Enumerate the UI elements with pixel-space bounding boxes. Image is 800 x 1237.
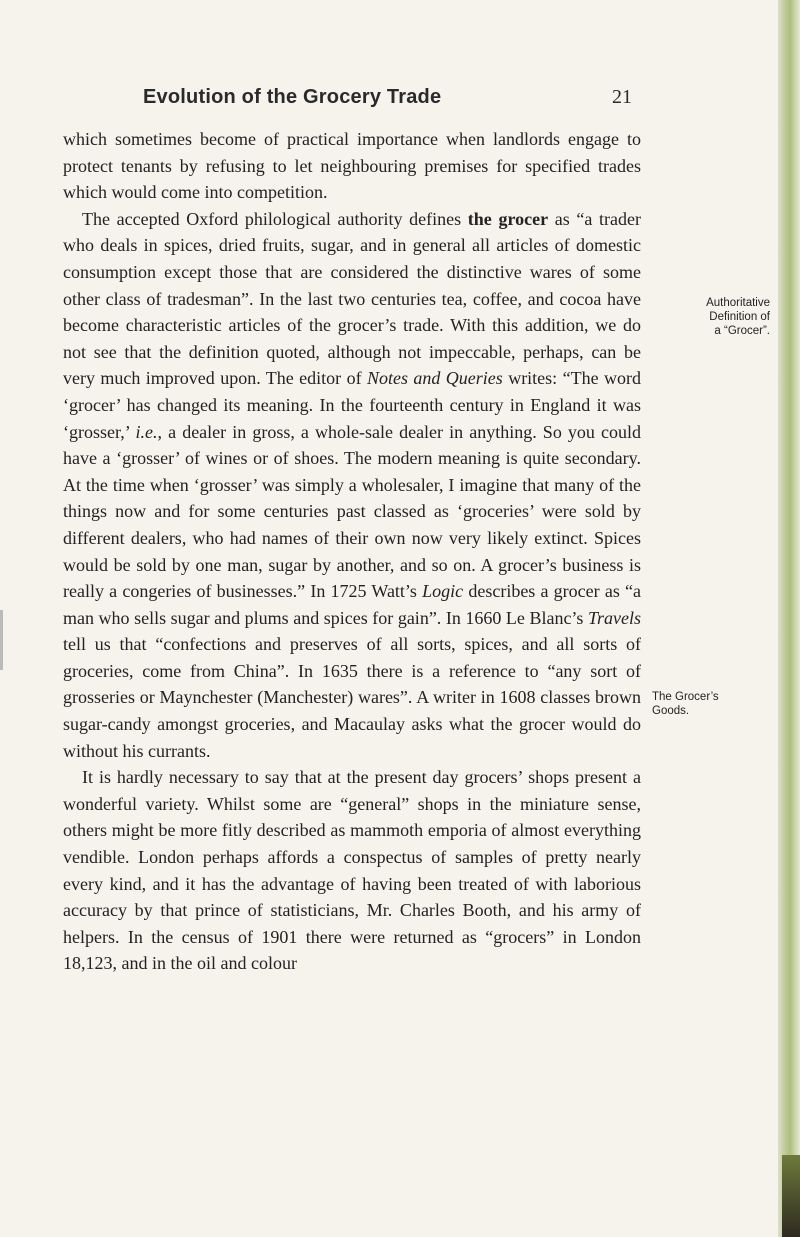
- sidenote-line: Definition of: [709, 311, 770, 323]
- latin-abbrev: i.e.: [135, 421, 158, 442]
- running-head-title: Evolution of the Grocery Trade: [143, 86, 442, 108]
- sidenote-grocers-goods: [652, 690, 772, 718]
- paragraph-3: It is hardly necessary to say that at the present day grocers’ shops present a wonderful variety. Whilst some are “general” shops in the miniature sense, others might be more fitly described as mammoth emporia of almost everything vendible. London perhaps affords a conspectus of samples of pretty nearly every kind, and it has the advantage of having been treated of with laborious accuracy by that prince of statisticians, Mr. Charles Booth, and his army of helpers. In the census of 1901 there were returned as “grocers” in London 18,123, and in the oil and colour: [63, 767, 641, 974]
- sidenote-line: Authoritative: [706, 297, 770, 309]
- page-edge-shadow: [782, 1155, 800, 1237]
- paragraph-2-text: , a dealer in gross, a whole-sale dealer in anything. So you could have a ‘grosser’ of wines or of shoes. The modern meaning is quite secondary. At the time when ‘grosser’ was simply a wholesaler, I imagine that many of the things now and for some centuries past classed as ‘groceries’ were sold by different dealers, who had names of their own now very likely extinct. Spices would be sold by one man, sugar by another, and so on. A grocer’s business is really a congeries of businesses.” In 1725 Watt’s: [63, 421, 641, 602]
- paragraph-2-text: tell us that “confections and preserves of all sorts, spices, and all sorts of groceries, come from China”. In 1635 there is a reference to “any sort of grosseries or Maynchester (Manchester) wares”. A writer in 1608 classes brown sugar-candy amongst groceries, and Macaulay asks what the grocer would do without his currants.: [63, 634, 641, 761]
- paragraph-2: [63, 206, 641, 764]
- paragraph-1: which sometimes become of practical importance when landlords engage to protect tenants by refusing to let neighbouring premises for specified trades which would come into competition.: [63, 129, 641, 203]
- sidenote-line: a “Grocer”.: [714, 325, 770, 337]
- paragraph-2-text: describes a grocer as “a man who sells sugar and plums and spices for gain”. In 1660 Le Blanc’s: [63, 581, 641, 628]
- sidenote-line: Goods.: [652, 705, 690, 717]
- paragraph-2-text: writes: “The word ‘grocer’ has changed its meaning. In the fourteenth century in England it was ‘grosser,’: [63, 368, 641, 442]
- publication-title: Travels: [587, 607, 641, 628]
- paragraph-2-text: The accepted Oxford philological authority defines: [82, 208, 468, 229]
- page-margin-mark: [0, 610, 3, 670]
- publication-title: Logic: [422, 581, 464, 602]
- publication-title: Notes and Queries: [366, 368, 503, 389]
- paragraph-2-text: as “a trader who deals in spices, dried fruits, sugar, and in general all articles of domestic consumption except those that are considered the distinctive wares of some other class of tradesman”. In the last two centuries tea, coffee, and cocoa have become characteristic articles of the grocer’s trade. With this addition, we do not see that the definition quoted, although not impeccable, perhaps, can be very much improved upon. The editor of: [63, 208, 641, 389]
- sidenote-authoritative-definition: [650, 296, 770, 338]
- grocer-term: the grocer: [467, 208, 549, 229]
- sidenote-line: The Grocer’s: [652, 691, 719, 703]
- page-number: 21: [612, 86, 632, 108]
- body-text: [63, 126, 641, 977]
- page-edge-binding: [778, 0, 800, 1237]
